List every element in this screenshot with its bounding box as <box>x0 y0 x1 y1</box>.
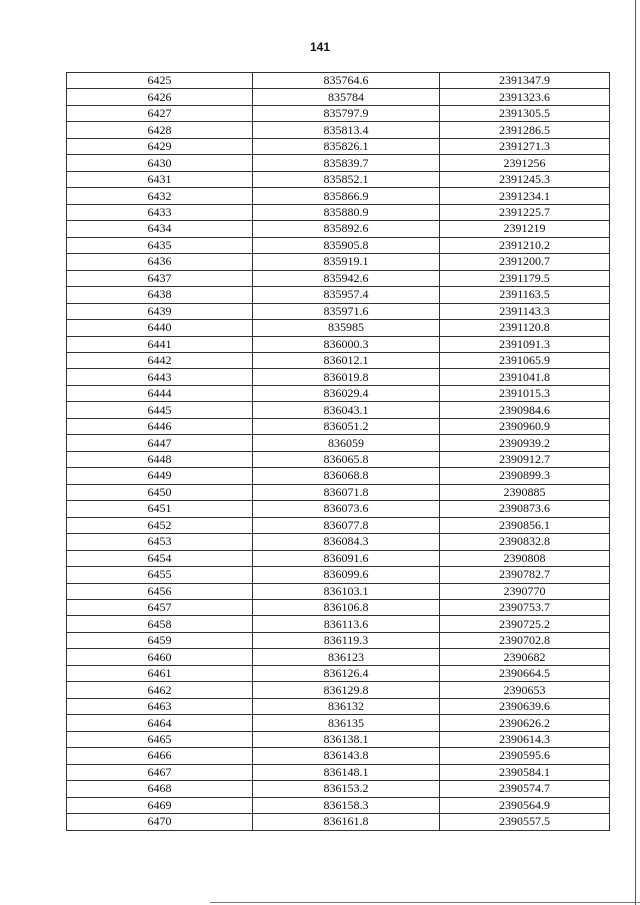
table-row <box>67 632 610 648</box>
point-number-cell: 6446 <box>67 418 253 434</box>
point-number-cell: 6453 <box>67 534 253 550</box>
point-number-cell: 6430 <box>67 155 253 171</box>
table-row <box>67 270 610 286</box>
point-number-cell: 6464 <box>67 715 253 731</box>
x-coordinate-cell: 835971.6 <box>253 303 440 319</box>
point-number-cell: 6468 <box>67 781 253 797</box>
y-coordinate-cell: 2391120.8 <box>440 320 610 336</box>
y-coordinate-cell: 2391245.3 <box>440 171 610 187</box>
point-number-cell: 6462 <box>67 682 253 698</box>
y-coordinate-cell: 2391305.5 <box>440 105 610 121</box>
y-coordinate-cell: 2391234.1 <box>440 188 610 204</box>
x-coordinate-cell: 835764.6 <box>253 73 440 89</box>
table-row <box>67 122 610 138</box>
point-number-cell: 6469 <box>67 797 253 813</box>
x-coordinate-cell: 836153.2 <box>253 781 440 797</box>
x-coordinate-cell: 836091.6 <box>253 550 440 566</box>
x-coordinate-cell: 836132 <box>253 698 440 714</box>
y-coordinate-cell: 2390653 <box>440 682 610 698</box>
x-coordinate-cell: 835813.4 <box>253 122 440 138</box>
point-number-cell: 6429 <box>67 138 253 154</box>
point-number-cell: 6458 <box>67 616 253 632</box>
x-coordinate-cell: 836000.3 <box>253 336 440 352</box>
table-row <box>67 303 610 319</box>
y-coordinate-cell: 2390725.2 <box>440 616 610 632</box>
x-coordinate-cell: 835880.9 <box>253 204 440 220</box>
table-row <box>67 567 610 583</box>
y-coordinate-cell: 2390682 <box>440 649 610 665</box>
y-coordinate-cell: 2390984.6 <box>440 402 610 418</box>
x-coordinate-cell: 835852.1 <box>253 171 440 187</box>
table-row <box>67 171 610 187</box>
coordinates-table <box>66 72 610 831</box>
table-row <box>67 649 610 665</box>
y-coordinate-cell: 2390574.7 <box>440 781 610 797</box>
y-coordinate-cell: 2391225.7 <box>440 204 610 220</box>
y-coordinate-cell: 2390912.7 <box>440 451 610 467</box>
y-coordinate-cell: 2390782.7 <box>440 567 610 583</box>
y-coordinate-cell: 2390885 <box>440 484 610 500</box>
table-row <box>67 402 610 418</box>
x-coordinate-cell: 836113.6 <box>253 616 440 632</box>
table-row <box>67 616 610 632</box>
coordinates-table-body <box>67 73 610 831</box>
y-coordinate-cell: 2391065.9 <box>440 352 610 368</box>
table-row <box>67 665 610 681</box>
x-coordinate-cell: 836065.8 <box>253 451 440 467</box>
table-row <box>67 73 610 89</box>
table-row <box>67 369 610 385</box>
x-coordinate-cell: 836029.4 <box>253 385 440 401</box>
table-row <box>67 320 610 336</box>
y-coordinate-cell: 2391219 <box>440 221 610 237</box>
y-coordinate-cell: 2391179.5 <box>440 270 610 286</box>
x-coordinate-cell: 836043.1 <box>253 402 440 418</box>
x-coordinate-cell: 836012.1 <box>253 352 440 368</box>
point-number-cell: 6460 <box>67 649 253 665</box>
table-row <box>67 221 610 237</box>
table-row <box>67 336 610 352</box>
point-number-cell: 6435 <box>67 237 253 253</box>
y-coordinate-cell: 2391347.9 <box>440 73 610 89</box>
x-coordinate-cell: 836143.8 <box>253 748 440 764</box>
y-coordinate-cell: 2391271.3 <box>440 138 610 154</box>
y-coordinate-cell: 2391286.5 <box>440 122 610 138</box>
x-coordinate-cell: 836051.2 <box>253 418 440 434</box>
table-row <box>67 484 610 500</box>
y-coordinate-cell: 2390899.3 <box>440 468 610 484</box>
x-coordinate-cell: 836071.8 <box>253 484 440 500</box>
page-edge-right <box>635 0 636 905</box>
table-row <box>67 600 610 616</box>
x-coordinate-cell: 836158.3 <box>253 797 440 813</box>
x-coordinate-cell: 836077.8 <box>253 517 440 533</box>
table-row <box>67 501 610 517</box>
x-coordinate-cell: 836106.8 <box>253 600 440 616</box>
x-coordinate-cell: 836148.1 <box>253 764 440 780</box>
y-coordinate-cell: 2390702.8 <box>440 632 610 648</box>
y-coordinate-cell: 2391143.3 <box>440 303 610 319</box>
table-row <box>67 682 610 698</box>
table-row <box>67 550 610 566</box>
point-number-cell: 6434 <box>67 221 253 237</box>
point-number-cell: 6445 <box>67 402 253 418</box>
point-number-cell: 6438 <box>67 287 253 303</box>
table-row <box>67 254 610 270</box>
table-row <box>67 138 610 154</box>
point-number-cell: 6449 <box>67 468 253 484</box>
table-row <box>67 287 610 303</box>
x-coordinate-cell: 835905.8 <box>253 237 440 253</box>
point-number-cell: 6436 <box>67 254 253 270</box>
x-coordinate-cell: 836161.8 <box>253 814 440 830</box>
x-coordinate-cell: 835866.9 <box>253 188 440 204</box>
y-coordinate-cell: 2390664.5 <box>440 665 610 681</box>
y-coordinate-cell: 2391041.8 <box>440 369 610 385</box>
point-number-cell: 6440 <box>67 320 253 336</box>
x-coordinate-cell: 835826.1 <box>253 138 440 154</box>
y-coordinate-cell: 2391091.3 <box>440 336 610 352</box>
y-coordinate-cell: 2390584.1 <box>440 764 610 780</box>
point-number-cell: 6459 <box>67 632 253 648</box>
point-number-cell: 6454 <box>67 550 253 566</box>
y-coordinate-cell: 2391163.5 <box>440 287 610 303</box>
table-row <box>67 517 610 533</box>
table-row <box>67 814 610 830</box>
point-number-cell: 6450 <box>67 484 253 500</box>
point-number-cell: 6426 <box>67 89 253 105</box>
table-row <box>67 89 610 105</box>
y-coordinate-cell: 2391015.3 <box>440 385 610 401</box>
table-row <box>67 748 610 764</box>
table-row <box>67 698 610 714</box>
table-row <box>67 451 610 467</box>
y-coordinate-cell: 2390595.6 <box>440 748 610 764</box>
y-coordinate-cell: 2391200.7 <box>440 254 610 270</box>
x-coordinate-cell: 836129.8 <box>253 682 440 698</box>
point-number-cell: 6441 <box>67 336 253 352</box>
x-coordinate-cell: 835839.7 <box>253 155 440 171</box>
y-coordinate-cell: 2390614.3 <box>440 731 610 747</box>
point-number-cell: 6451 <box>67 501 253 517</box>
table-row <box>67 731 610 747</box>
y-coordinate-cell: 2390639.6 <box>440 698 610 714</box>
x-coordinate-cell: 835797.9 <box>253 105 440 121</box>
y-coordinate-cell: 2391210.2 <box>440 237 610 253</box>
table-row <box>67 418 610 434</box>
x-coordinate-cell: 835892.6 <box>253 221 440 237</box>
x-coordinate-cell: 836135 <box>253 715 440 731</box>
y-coordinate-cell: 2391323.6 <box>440 89 610 105</box>
point-number-cell: 6442 <box>67 352 253 368</box>
table-row <box>67 352 610 368</box>
point-number-cell: 6465 <box>67 731 253 747</box>
point-number-cell: 6437 <box>67 270 253 286</box>
x-coordinate-cell: 836138.1 <box>253 731 440 747</box>
table-row <box>67 764 610 780</box>
point-number-cell: 6431 <box>67 171 253 187</box>
x-coordinate-cell: 836068.8 <box>253 468 440 484</box>
y-coordinate-cell: 2390960.9 <box>440 418 610 434</box>
table-row <box>67 715 610 731</box>
y-coordinate-cell: 2390753.7 <box>440 600 610 616</box>
x-coordinate-cell: 835919.1 <box>253 254 440 270</box>
x-coordinate-cell: 836126.4 <box>253 665 440 681</box>
table-row <box>67 155 610 171</box>
point-number-cell: 6463 <box>67 698 253 714</box>
point-number-cell: 6425 <box>67 73 253 89</box>
y-coordinate-cell: 2390808 <box>440 550 610 566</box>
point-number-cell: 6444 <box>67 385 253 401</box>
page-number: 141 <box>309 40 331 54</box>
point-number-cell: 6470 <box>67 814 253 830</box>
table-row <box>67 204 610 220</box>
point-number-cell: 6461 <box>67 665 253 681</box>
x-coordinate-cell: 836123 <box>253 649 440 665</box>
x-coordinate-cell: 836059 <box>253 435 440 451</box>
page-edge-bottom <box>210 902 640 903</box>
table-row <box>67 534 610 550</box>
point-number-cell: 6428 <box>67 122 253 138</box>
y-coordinate-cell: 2390856.1 <box>440 517 610 533</box>
x-coordinate-cell: 836073.6 <box>253 501 440 517</box>
table-row <box>67 188 610 204</box>
table-row <box>67 435 610 451</box>
x-coordinate-cell: 836103.1 <box>253 583 440 599</box>
point-number-cell: 6467 <box>67 764 253 780</box>
point-number-cell: 6457 <box>67 600 253 616</box>
point-number-cell: 6447 <box>67 435 253 451</box>
x-coordinate-cell: 836019.8 <box>253 369 440 385</box>
point-number-cell: 6443 <box>67 369 253 385</box>
point-number-cell: 6456 <box>67 583 253 599</box>
y-coordinate-cell: 2390557.5 <box>440 814 610 830</box>
y-coordinate-cell: 2390873.6 <box>440 501 610 517</box>
x-coordinate-cell: 836119.3 <box>253 632 440 648</box>
table-row <box>67 583 610 599</box>
point-number-cell: 6427 <box>67 105 253 121</box>
y-coordinate-cell: 2391256 <box>440 155 610 171</box>
y-coordinate-cell: 2390564.9 <box>440 797 610 813</box>
y-coordinate-cell: 2390832.8 <box>440 534 610 550</box>
table-row <box>67 237 610 253</box>
point-number-cell: 6433 <box>67 204 253 220</box>
y-coordinate-cell: 2390626.2 <box>440 715 610 731</box>
point-number-cell: 6448 <box>67 451 253 467</box>
x-coordinate-cell: 836099.6 <box>253 567 440 583</box>
x-coordinate-cell: 836084.3 <box>253 534 440 550</box>
x-coordinate-cell: 835985 <box>253 320 440 336</box>
x-coordinate-cell: 835942.6 <box>253 270 440 286</box>
table-row <box>67 781 610 797</box>
table-row <box>67 105 610 121</box>
x-coordinate-cell: 835957.4 <box>253 287 440 303</box>
x-coordinate-cell: 835784 <box>253 89 440 105</box>
y-coordinate-cell: 2390770 <box>440 583 610 599</box>
point-number-cell: 6466 <box>67 748 253 764</box>
table-row <box>67 385 610 401</box>
point-number-cell: 6432 <box>67 188 253 204</box>
point-number-cell: 6455 <box>67 567 253 583</box>
point-number-cell: 6452 <box>67 517 253 533</box>
y-coordinate-cell: 2390939.2 <box>440 435 610 451</box>
table-row <box>67 468 610 484</box>
table-row <box>67 797 610 813</box>
point-number-cell: 6439 <box>67 303 253 319</box>
